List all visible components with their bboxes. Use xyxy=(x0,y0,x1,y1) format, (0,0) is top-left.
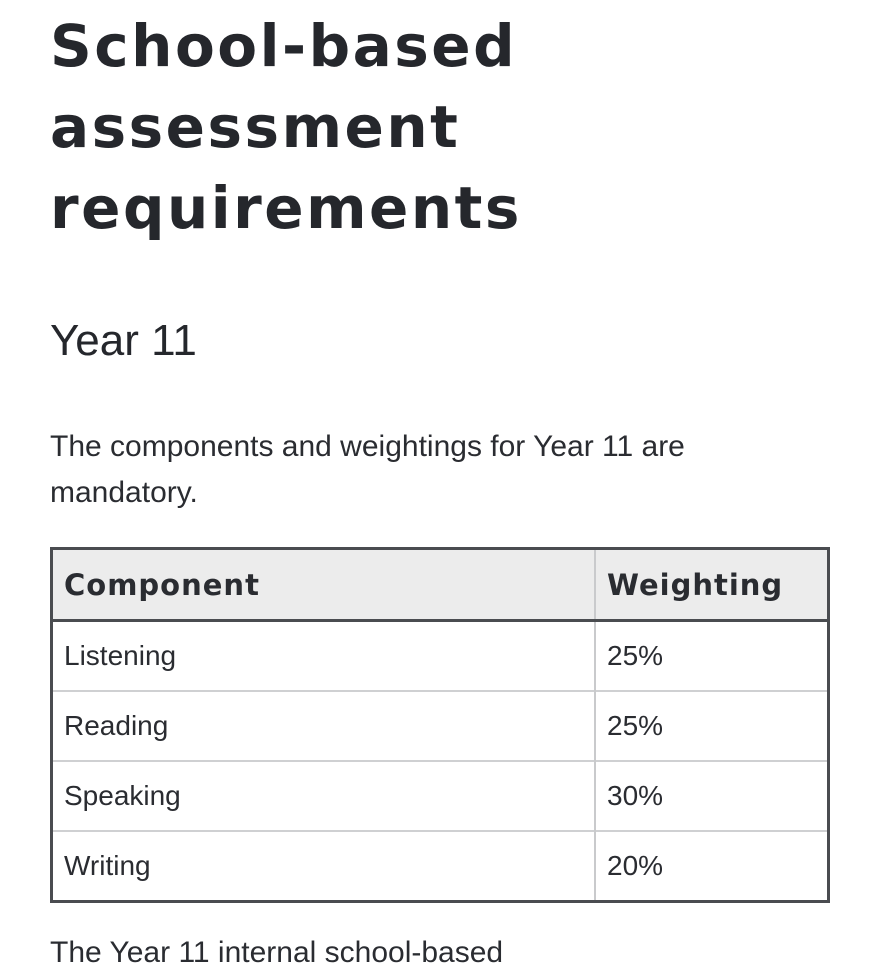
column-header-component: Component xyxy=(53,550,595,621)
weighting-cell: 25% xyxy=(595,621,827,692)
table-row xyxy=(53,761,827,831)
intro-paragraph: The components and weightings for Year 11 are mandatory. xyxy=(50,430,685,509)
table-row xyxy=(53,621,827,692)
page-title: School-based assessment requirements xyxy=(50,12,522,242)
weightings-table xyxy=(50,547,830,903)
component-cell: Reading xyxy=(53,691,595,761)
weighting-cell: 30% xyxy=(595,761,827,831)
table-row xyxy=(53,691,827,761)
column-header-weighting: Weighting xyxy=(595,550,827,621)
component-cell: Speaking xyxy=(53,761,595,831)
component-cell: Listening xyxy=(64,640,177,671)
section-heading-year-11: Year 11 xyxy=(50,316,197,365)
table-row xyxy=(53,831,827,900)
component-cell: Writing xyxy=(53,831,595,900)
table-header-row xyxy=(53,550,827,621)
weighting-cell: 20% xyxy=(595,831,827,900)
next-paragraph: The Year 11 internal school-based xyxy=(50,936,504,969)
weighting-cell: 25% xyxy=(595,691,827,761)
